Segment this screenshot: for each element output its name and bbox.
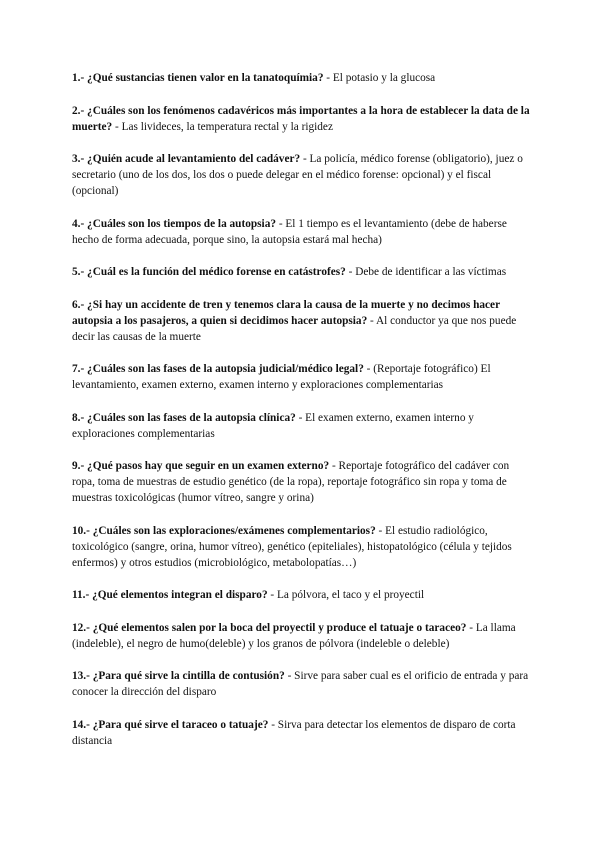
question-text: 6.- ¿Si hay un accidente de tren y tenemos clara la causa de la muerte y no decimos hacer autopsia a los pasajeros, a quien si decidimos hacer autopsia? xyxy=(72,298,500,327)
question-text: 14.- ¿Para qué sirve el taraceo o tatuaje? xyxy=(72,718,269,731)
qa-item-1 xyxy=(72,70,530,86)
answer-text: - Sirve para saber cual es el orificio de entrada y para conocer la dirección del disparo xyxy=(72,670,529,698)
question-text: 4.- ¿Cuáles son los tiempos de la autopsia? xyxy=(72,217,276,230)
question-text: 13.- ¿Para qué sirve la cintilla de contusión? xyxy=(72,670,285,682)
question-text: 1.- ¿Qué sustancias tienen valor en la tanatoquímia? xyxy=(72,72,324,84)
answer-text: - El 1 tiempo es el levantamiento (debe de haberse hecho de forma adecuada, porque sino, la autopsia estará mal hecha) xyxy=(72,217,507,246)
qa-item-5 xyxy=(72,264,530,280)
qa-item-7 xyxy=(72,361,530,393)
answer-text: - El estudio radiológico, toxicológico (sangre, orina, humor vítreo), genético (epiteliales), histopatológico (célula y tejidos enfermos) y otros estudios (microbiológico, metabolopatías…) xyxy=(72,524,512,569)
qa-item-11 xyxy=(72,587,530,603)
question-text: 10.- ¿Cuáles son las exploraciones/exámenes complementarios? xyxy=(72,524,376,537)
question-text: 8.- ¿Cuáles son las fases de la autopsia clínica? xyxy=(72,411,296,424)
qa-item-4 xyxy=(72,216,530,248)
answer-text: - El examen externo, examen interno y exploraciones complementarias xyxy=(72,411,474,440)
answer-text: - (Reportaje fotográfico) El levantamiento, examen externo, examen interno y exploraciones complementarias xyxy=(72,363,491,391)
qa-item-6 xyxy=(72,297,530,345)
answer-text: - Sirva para detectar los elementos de disparo de corta distancia xyxy=(72,718,516,747)
question-text: 12.- ¿Qué elementos salen por la boca del proyectil y produce el tatuaje o taraceo? xyxy=(72,621,467,634)
question-text: 3.- ¿Quién acude al levantamiento del cadáver? xyxy=(72,153,301,165)
answer-text: - Reportaje fotográfico del cadáver con ropa, toma de muestras de estudio genético (de la ropa), reportaje fotográfico sin ropa y toma de muestras toxicológicas (humor vítreo, sangre y orina) xyxy=(72,460,510,504)
answer-text: - Debe de identificar a las víctimas xyxy=(345,266,507,278)
answer-text: - La pólvora, el taco y el proyectil xyxy=(267,589,425,601)
answer-text: - Al conductor ya que nos puede decir las causas de la muerte xyxy=(72,314,517,343)
question-text: 2.- ¿Cuáles son los fenómenos cadavéricos más importantes a la hora de establecer la data de la muerte? xyxy=(72,104,530,133)
document-page xyxy=(72,70,530,765)
answer-text: - La policía, médico forense (obligatorio), juez o secretario (uno de los dos, los dos o puede delegar en el médico forense: opcional) y el fiscal (opcional) xyxy=(72,153,523,197)
question-text: 9.- ¿Qué pasos hay que seguir en un examen externo? xyxy=(72,460,330,472)
answer-text: - Las livideces, la temperatura rectal y la rigidez xyxy=(112,120,333,133)
question-text: 5.- ¿Cuál es la función del médico forense en catástrofes? xyxy=(72,266,346,278)
question-text: 7.- ¿Cuáles son las fases de la autopsia judicial/médico legal? xyxy=(72,363,364,375)
qa-item-9 xyxy=(72,458,530,506)
qa-item-14 xyxy=(72,717,530,749)
question-text: 11.- ¿Qué elementos integran el disparo? xyxy=(72,589,268,601)
qa-item-2 xyxy=(72,103,530,135)
qa-item-8 xyxy=(72,410,530,442)
qa-item-10 xyxy=(72,523,530,571)
qa-item-13 xyxy=(72,668,530,700)
answer-text: - El potasio y la glucosa xyxy=(323,72,436,84)
answer-text: - La llama (indeleble), el negro de humo(deleble) y los granos de pólvora (indeleble o deleble) xyxy=(72,621,516,650)
qa-item-12 xyxy=(72,620,530,652)
qa-item-3 xyxy=(72,151,530,199)
